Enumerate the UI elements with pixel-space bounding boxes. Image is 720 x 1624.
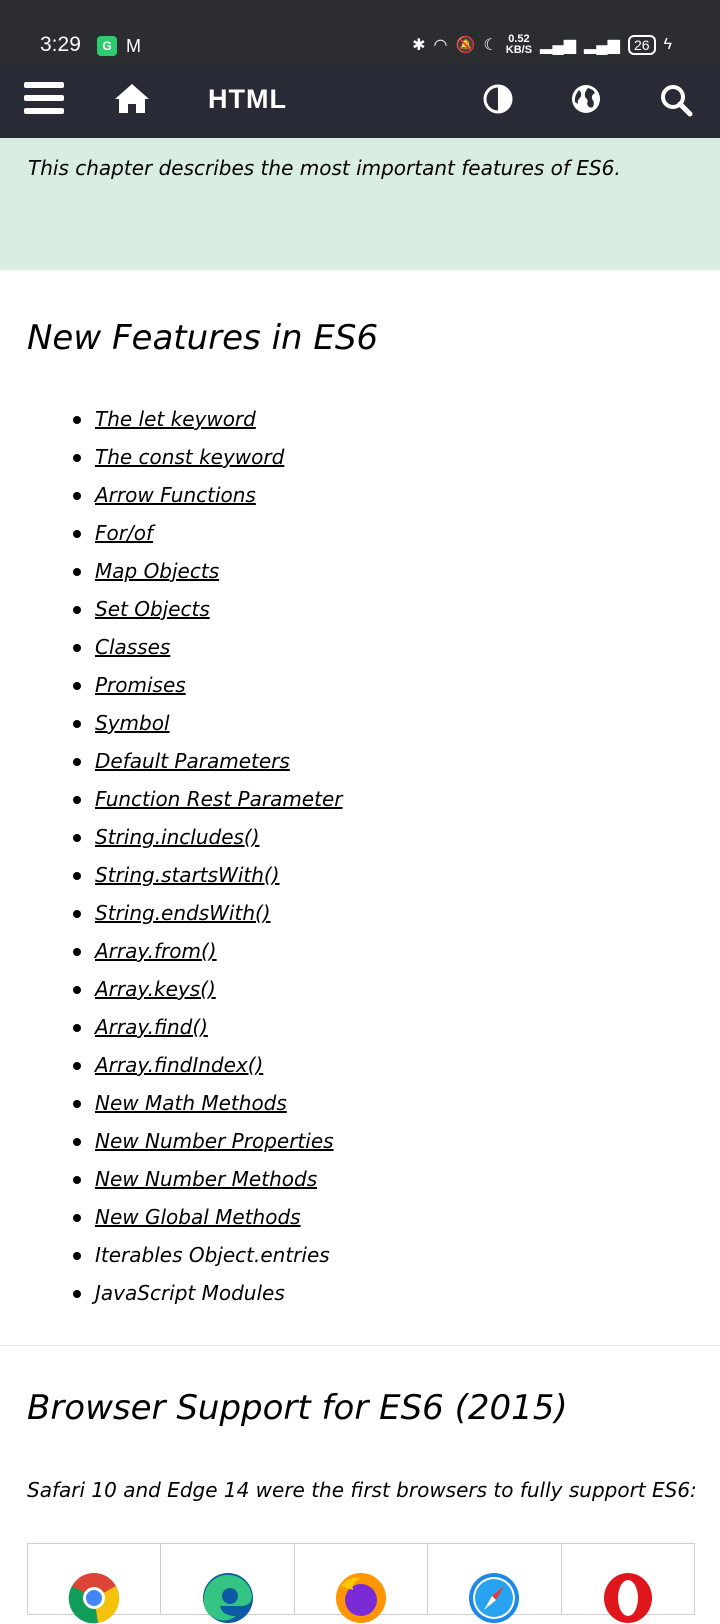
home-icon[interactable] — [112, 78, 152, 118]
app-notification-icon: G — [97, 36, 117, 56]
feature-list-item — [0, 1274, 720, 1312]
feature-list-item — [0, 1084, 720, 1122]
feature-link[interactable]: Default Parameters — [95, 749, 290, 773]
feature-list-item — [0, 970, 720, 1008]
feature-link[interactable]: Map Objects — [95, 559, 220, 583]
feature-link[interactable]: Set Objects — [95, 597, 210, 621]
net-speed — [506, 34, 532, 56]
feature-link[interactable]: New Math Methods — [95, 1091, 287, 1115]
feature-link[interactable]: String.endsWith() — [95, 901, 271, 925]
gmail-icon: M — [126, 36, 141, 56]
feature-list-item — [0, 1122, 720, 1160]
feature-list-item — [0, 780, 720, 818]
bluetooth-icon: ✱ — [412, 37, 426, 54]
feature-link[interactable]: Array.from() — [95, 939, 217, 963]
feature-link[interactable]: Arrow Functions — [95, 483, 256, 507]
section-divider — [0, 1345, 720, 1346]
search-icon[interactable] — [659, 83, 693, 117]
safari-icon — [468, 1572, 520, 1624]
feature-list-item — [0, 1046, 720, 1084]
feature-list-item — [0, 476, 720, 514]
feature-list-item — [0, 856, 720, 894]
browser-cell-chrome — [28, 1544, 161, 1614]
feature-text: Iterables Object.entries — [95, 1243, 330, 1267]
feature-list-item — [0, 742, 720, 780]
feature-link[interactable]: Array.findIndex() — [95, 1053, 264, 1077]
signal-icon-2: ▂▄▆ — [584, 37, 620, 54]
firefox-icon — [335, 1572, 387, 1624]
feature-link[interactable]: String.startsWith() — [95, 863, 280, 887]
feature-list — [0, 400, 720, 1312]
opera-icon — [602, 1572, 654, 1624]
browser-cell-opera — [562, 1544, 694, 1614]
feature-list-item — [0, 438, 720, 476]
feature-list-item — [0, 818, 720, 856]
feature-link[interactable]: String.includes() — [95, 825, 260, 849]
feature-link[interactable]: New Global Methods — [95, 1205, 301, 1229]
top-nav — [0, 64, 720, 138]
signal-icon: ▂▄▆ — [540, 37, 576, 54]
edge-icon — [202, 1572, 254, 1624]
moon-icon: ☾ — [483, 37, 498, 54]
feature-link[interactable]: New Number Properties — [95, 1129, 334, 1153]
feature-list-item — [0, 628, 720, 666]
browser-support-text: Safari 10 and Edge 14 were the first browsers to fully support ES6: — [27, 1478, 697, 1502]
feature-link[interactable]: Function Rest Parameter — [95, 787, 343, 811]
feature-list-item — [0, 932, 720, 970]
feature-text: JavaScript Modules — [95, 1281, 285, 1305]
feature-link[interactable]: New Number Methods — [95, 1167, 318, 1191]
feature-link[interactable]: Array.find() — [95, 1015, 208, 1039]
intro-note — [0, 138, 720, 270]
feature-link[interactable]: Symbol — [95, 711, 170, 735]
feature-list-item — [0, 1236, 720, 1274]
feature-list-item — [0, 1198, 720, 1236]
intro-text: This chapter describes the most important features of ES6. — [28, 156, 621, 180]
feature-link[interactable]: Array.keys() — [95, 977, 216, 1001]
section-heading-browser-support: Browser Support for ES6 (2015) — [27, 1388, 568, 1428]
contrast-icon[interactable] — [483, 84, 513, 114]
feature-list-item — [0, 552, 720, 590]
nav-title[interactable]: HTML — [208, 84, 287, 114]
charging-icon: ϟ — [663, 36, 672, 53]
feature-list-item — [0, 704, 720, 742]
feature-list-item — [0, 590, 720, 628]
section-heading-new-features: New Features in ES6 — [27, 318, 379, 358]
browser-cell-safari — [428, 1544, 561, 1614]
menu-icon[interactable] — [24, 82, 64, 118]
net-speed-unit: KB/S — [505, 44, 533, 56]
browser-cell-edge — [161, 1544, 294, 1614]
chrome-icon — [68, 1572, 120, 1624]
status-time: 3:29 — [40, 33, 81, 56]
battery-icon: 26 — [628, 35, 656, 55]
browser-cell-firefox — [295, 1544, 428, 1614]
feature-list-item — [0, 400, 720, 438]
feature-list-item — [0, 1008, 720, 1046]
feature-link[interactable]: Classes — [95, 635, 171, 659]
feature-link[interactable]: The let keyword — [95, 407, 256, 431]
feature-link[interactable]: For/of — [95, 521, 153, 545]
browser-support-table — [27, 1543, 695, 1615]
feature-link[interactable]: Promises — [95, 673, 186, 697]
feature-link[interactable]: The const keyword — [95, 445, 285, 469]
status-icons — [412, 34, 672, 56]
net-speed-value: 0.52 — [508, 33, 530, 45]
feature-list-item — [0, 894, 720, 932]
globe-icon[interactable] — [571, 84, 601, 114]
mute-icon: 🔕 — [455, 37, 476, 54]
feature-list-item — [0, 514, 720, 552]
feature-list-item — [0, 666, 720, 704]
headphones-icon: ◠ — [433, 37, 448, 54]
feature-list-item — [0, 1160, 720, 1198]
status-bar — [0, 0, 720, 64]
